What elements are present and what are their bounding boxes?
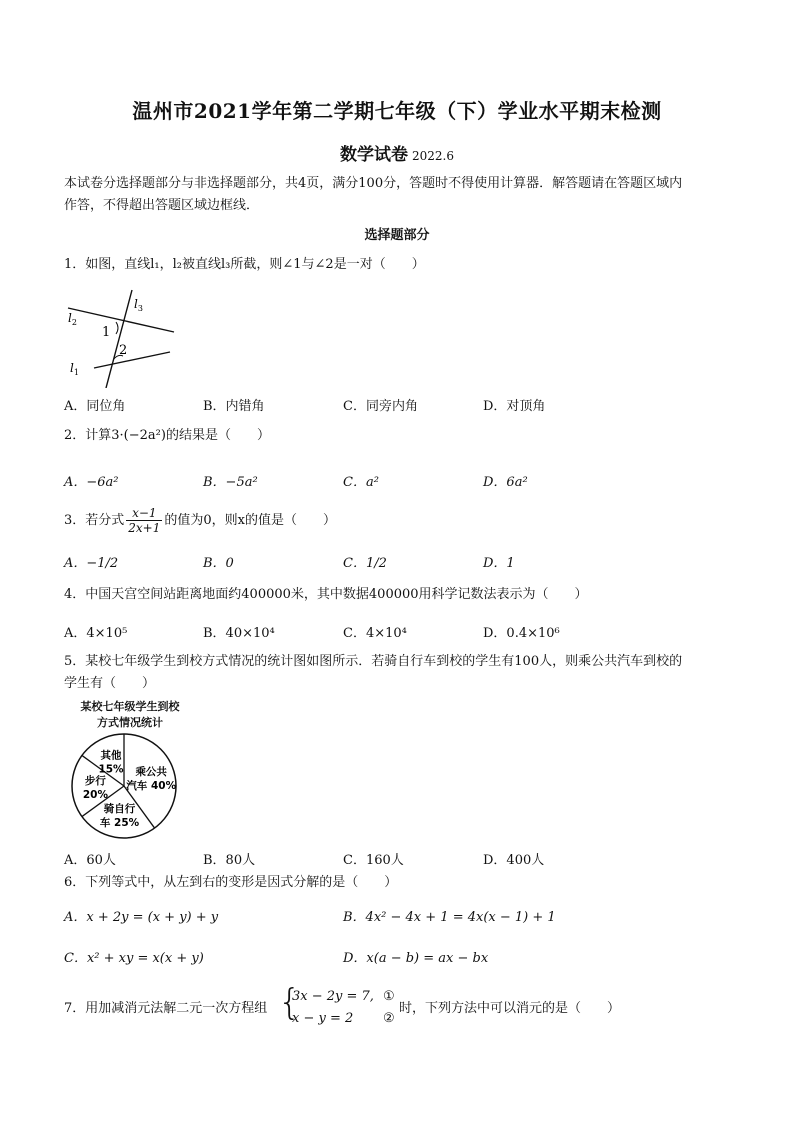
q5-option-d[interactable]: D．400人 <box>483 853 545 868</box>
chart-title-line-2: 方式情况统计 <box>97 716 163 729</box>
q7-stem-post: 时，下列方法中可以消元的是（ ） <box>399 1001 621 1016</box>
exam-title: 温州市2021学年第二学期七年级（下）学业水平期末检测 <box>132 99 662 123</box>
q2-option-a[interactable]: A．−6a² <box>64 475 119 490</box>
section-title: 选择题部分 <box>364 228 430 243</box>
q2-option-b[interactable]: B．−5a² <box>203 475 258 490</box>
exam-date: 2022.6 <box>412 149 454 163</box>
q1-option-d[interactable]: D．对顶角 <box>483 399 546 414</box>
q5-stem-line-2: 学生有（ ） <box>64 676 156 691</box>
q7-stem-pre: 7．用加减消元法解二元一次方程组 <box>64 1001 268 1016</box>
line-l2 <box>68 308 174 332</box>
q3-stem-pre: 3．若分式 <box>64 513 125 528</box>
q3-option-d[interactable]: D．1 <box>483 556 515 571</box>
q4-option-c[interactable]: C．4×10⁴ <box>343 626 407 641</box>
label-angle-1: 1 <box>102 325 111 340</box>
q3-option-c[interactable]: C．1/2 <box>343 556 387 571</box>
q5-option-c[interactable]: C．160人 <box>343 853 404 868</box>
q3-frac-den: 2x+1 <box>128 521 161 535</box>
instructions <box>64 173 754 217</box>
q6-option-a[interactable]: A．x + 2y = (x + y) + y <box>64 910 219 925</box>
q6-option-b[interactable]: B．4x² − 4x + 1 = 4x(x − 1) + 1 <box>343 910 556 925</box>
q3-frac-num: x−1 <box>126 506 162 521</box>
instructions-line-1: 本试卷分选择题部分与非选择题部分，共4页，满分100分，答题时不得使用计算器．解答题请在答题区域内 <box>64 176 683 191</box>
q2-stem: 2．计算3·(−2a²)的结果是（ ） <box>64 428 270 443</box>
q7-mark-2: ② <box>383 1011 395 1026</box>
q1-option-b[interactable]: B．内错角 <box>203 399 265 414</box>
q4-option-d[interactable]: D．0.4×10⁶ <box>483 626 560 641</box>
angle-1-arc <box>116 322 118 334</box>
q2-option-c[interactable]: C．a² <box>343 475 379 490</box>
q1-option-c[interactable]: C．同旁内角 <box>343 399 418 414</box>
q3-stem-post: 的值为0，则x的值是（ ） <box>164 513 336 528</box>
q7-equation-1: 3x − 2y = 7, <box>292 989 374 1004</box>
q7-equation-marks <box>383 986 395 1030</box>
q7-equation-system <box>292 986 374 1030</box>
q6-stem: 6．下列等式中，从左到右的变形是因式分解的是（ ） <box>64 875 398 890</box>
q5-option-a[interactable]: A．60人 <box>64 853 116 868</box>
q4-stem: 4．中国天宫空间站距离地面约400000米，其中数据400000用科学记数法表示为（ ） <box>64 587 588 602</box>
chart-title-line-1: 某校七年级学生到校 <box>80 700 180 713</box>
q2-option-d[interactable]: D．6a² <box>483 475 528 490</box>
q1-stem: 1．如图，直线l₁，l₂被直线l₃所截，则∠1与∠2是一对（ ） <box>64 257 425 272</box>
label-l1: $l_1$ <box>70 361 79 377</box>
q4-option-b[interactable]: B．40×10⁴ <box>203 626 275 641</box>
pie-slice-label: 步行 20% <box>82 775 108 801</box>
pie-slice-label: 乘公共汽车 40% <box>126 766 177 793</box>
q7-brace: { <box>278 982 301 1023</box>
q3-option-b[interactable]: B．0 <box>203 556 234 571</box>
label-angle-2: 2 <box>119 343 128 358</box>
instructions-line-2: 作答，不得超出答题区域边框线． <box>64 198 260 213</box>
label-l2: $l_2$ <box>68 311 77 327</box>
q6-option-c[interactable]: C．x² + xy = x(x + y) <box>64 951 204 966</box>
q3-stem <box>64 506 336 535</box>
subtitle-text: 数学试卷 <box>340 145 408 165</box>
q4-option-a[interactable]: A．4×10⁵ <box>64 626 128 641</box>
exam-subtitle <box>0 140 794 165</box>
q6-option-d[interactable]: D．x(a − b) = ax − bx <box>343 951 489 966</box>
line-l1 <box>94 352 170 368</box>
q5-stem <box>64 651 754 695</box>
q5-stem-line-1: 5．某校七年级学生到校方式情况的统计图如图所示．若骑自行车到校的学生有100人，则乘公共汽车到校的 <box>64 654 683 669</box>
q7-equation-2: x − y = 2 <box>292 1011 354 1026</box>
label-l3: $l_3$ <box>134 297 143 313</box>
q5-option-b[interactable]: B．80人 <box>203 853 256 868</box>
q1-figure <box>64 286 176 388</box>
pie-slice-label: 骑自行车 25% <box>99 803 140 830</box>
q5-chart-title <box>64 699 196 731</box>
q1-option-a[interactable]: A．同位角 <box>64 399 126 414</box>
pie-slice-label: 其他 15% <box>98 749 124 776</box>
q5-pie-chart <box>62 730 190 842</box>
q7-mark-1: ① <box>383 989 395 1004</box>
q3-fraction <box>126 506 162 535</box>
q3-option-a[interactable]: A．−1/2 <box>64 556 119 571</box>
